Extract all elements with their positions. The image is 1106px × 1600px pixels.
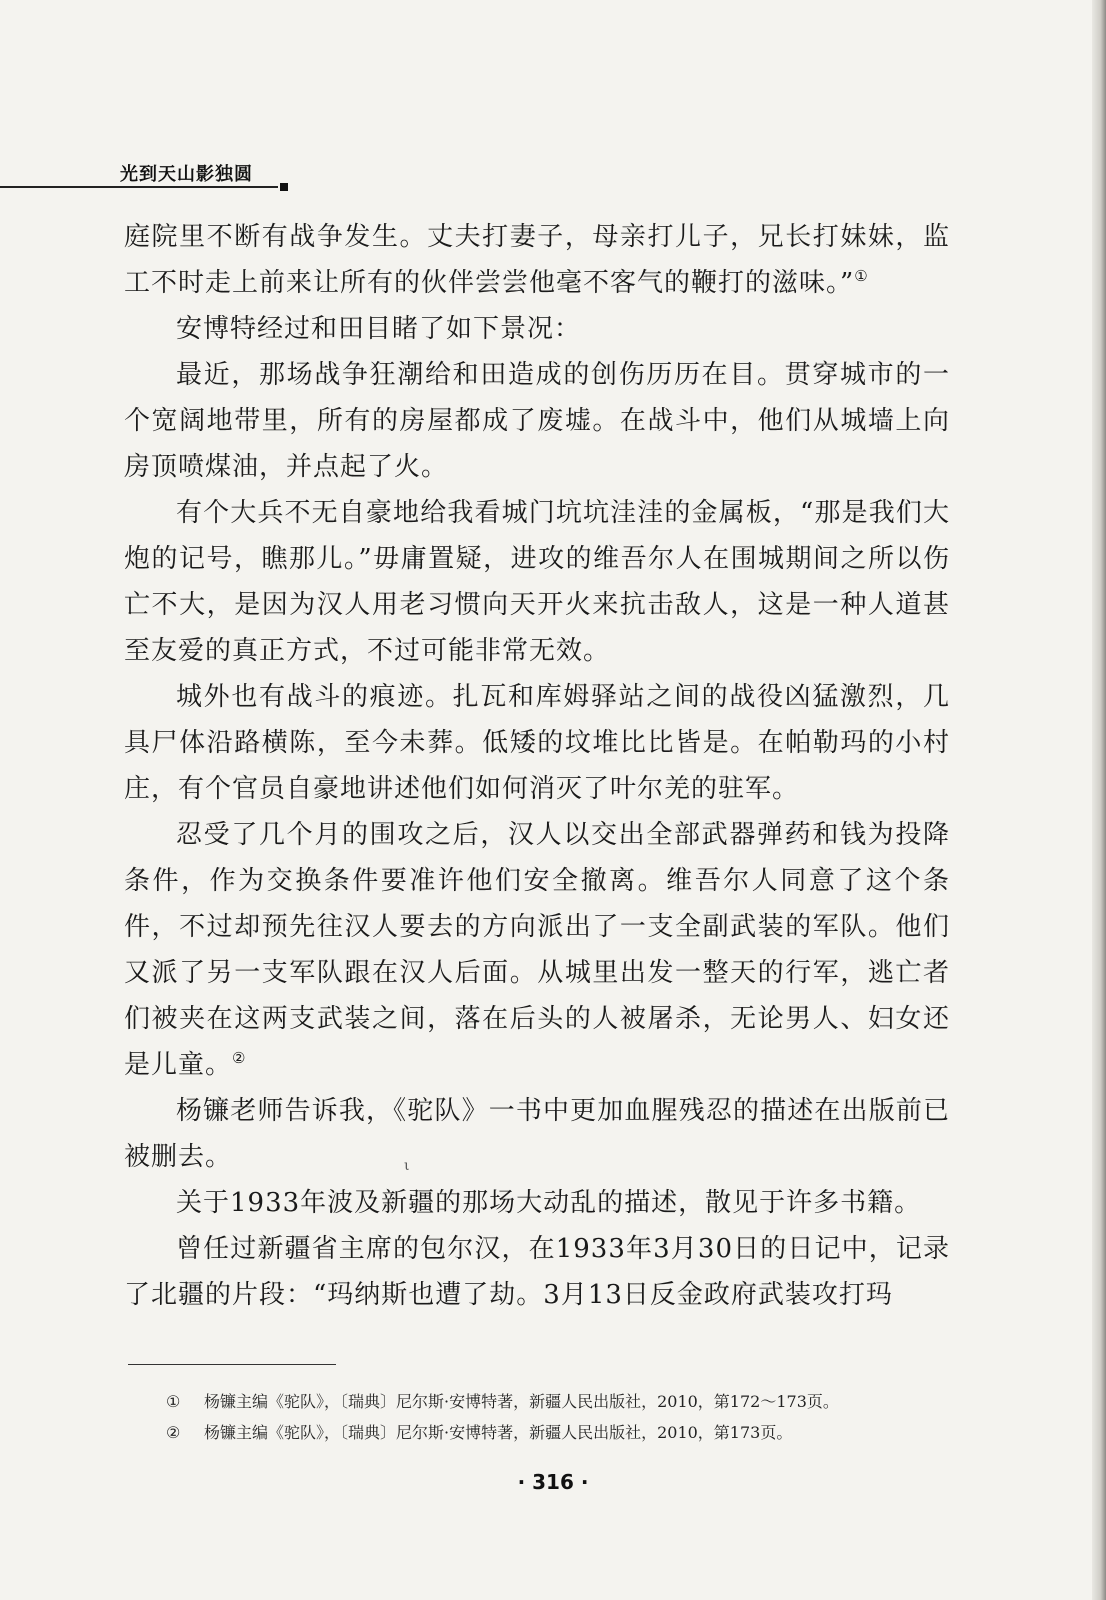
paragraph: 安博特经过和田目睹了如下景况： <box>176 314 582 344</box>
paragraph: 城外也有战斗的痕迹。扎瓦和库姆驿站之间的战役凶猛激烈，几具尸体沿路横陈，至今未葬。低矮的坟堆比比皆是。在帕勒玛的小村庄，有个官员自豪地讲述他们如何消灭了叶尔羌的驻军。 <box>124 682 950 804</box>
footnote <box>166 1417 966 1448</box>
footnote-text: 杨镰主编《驼队》，〔瑞典〕尼尔斯·安博特著，新疆人民出版社，2010，第173页。 <box>204 1423 793 1442</box>
running-header: 光到天山影独圆 <box>120 164 253 185</box>
footnote-ref: ② <box>232 1049 247 1067</box>
paragraph: 有个大兵不无自豪地给我看城门坑坑洼洼的金属板，“那是我们大炮的记号，瞧那儿。”毋庸置疑，进攻的维吾尔人在围城期间之所以伤亡不大，是因为汉人用老习惯向天开火来抗击敌人，这是一种人道甚至友爱的真正方式，不过可能非常无效。 <box>124 498 950 666</box>
paragraph: 忍受了几个月的围攻之后，汉人以交出全部武器弹药和钱为投降条件，作为交换条件要准许他们安全撤离。维吾尔人同意了这个条件，不过却预先往汉人要去的方向派出了一支全副武装的军队。他们又派了另一支军队跟在汉人后面。从城里出发一整天的行军，逃亡者们被夹在这两支武装之间，落在后头的人被屠杀，无论男人、妇女还是儿童。② <box>124 820 950 1080</box>
footnote <box>166 1386 966 1417</box>
footnote-mark: ② <box>166 1423 181 1442</box>
scan-speck: ι <box>404 1158 410 1174</box>
paragraph: 关于1933年波及新疆的那场大动乱的描述，散见于许多书籍。 <box>176 1188 922 1218</box>
header-rule <box>0 186 278 188</box>
paragraph: 庭院里不断有战争发生。丈夫打妻子，母亲打儿子，兄长打妹妹，监工不时走上前来让所有的伙伴尝尝他毫不客气的鞭打的滋味。”① <box>124 222 950 298</box>
footnote-ref: ① <box>854 267 869 285</box>
page-edge-shadow <box>1092 0 1106 1600</box>
header-square-marker <box>280 183 288 191</box>
footnote-text: 杨镰主编《驼队》，〔瑞典〕尼尔斯·安博特著，新疆人民出版社，2010，第172～173页。 <box>204 1392 839 1411</box>
footnote-rule <box>128 1364 336 1365</box>
footnotes <box>166 1386 966 1448</box>
paragraph: 曾任过新疆省主席的包尔汉，在1933年3月30日的日记中，记录了北疆的片段：“玛纳斯也遭了劫。3月13日反金政府武装攻打玛 <box>124 1234 950 1310</box>
paragraph: 杨镰老师告诉我，《驼队》一书中更加血腥残忍的描述在出版前已被删去。 <box>124 1096 950 1172</box>
paragraph: 最近，那场战争狂潮给和田造成的创伤历历在目。贯穿城市的一个宽阔地带里，所有的房屋都成了废墟。在战斗中，他们从城墙上向房顶喷煤油，并点起了火。 <box>124 360 950 482</box>
body-text <box>124 214 950 1318</box>
footnote-mark: ① <box>166 1392 181 1411</box>
page-number: · 316 · <box>517 1470 589 1494</box>
